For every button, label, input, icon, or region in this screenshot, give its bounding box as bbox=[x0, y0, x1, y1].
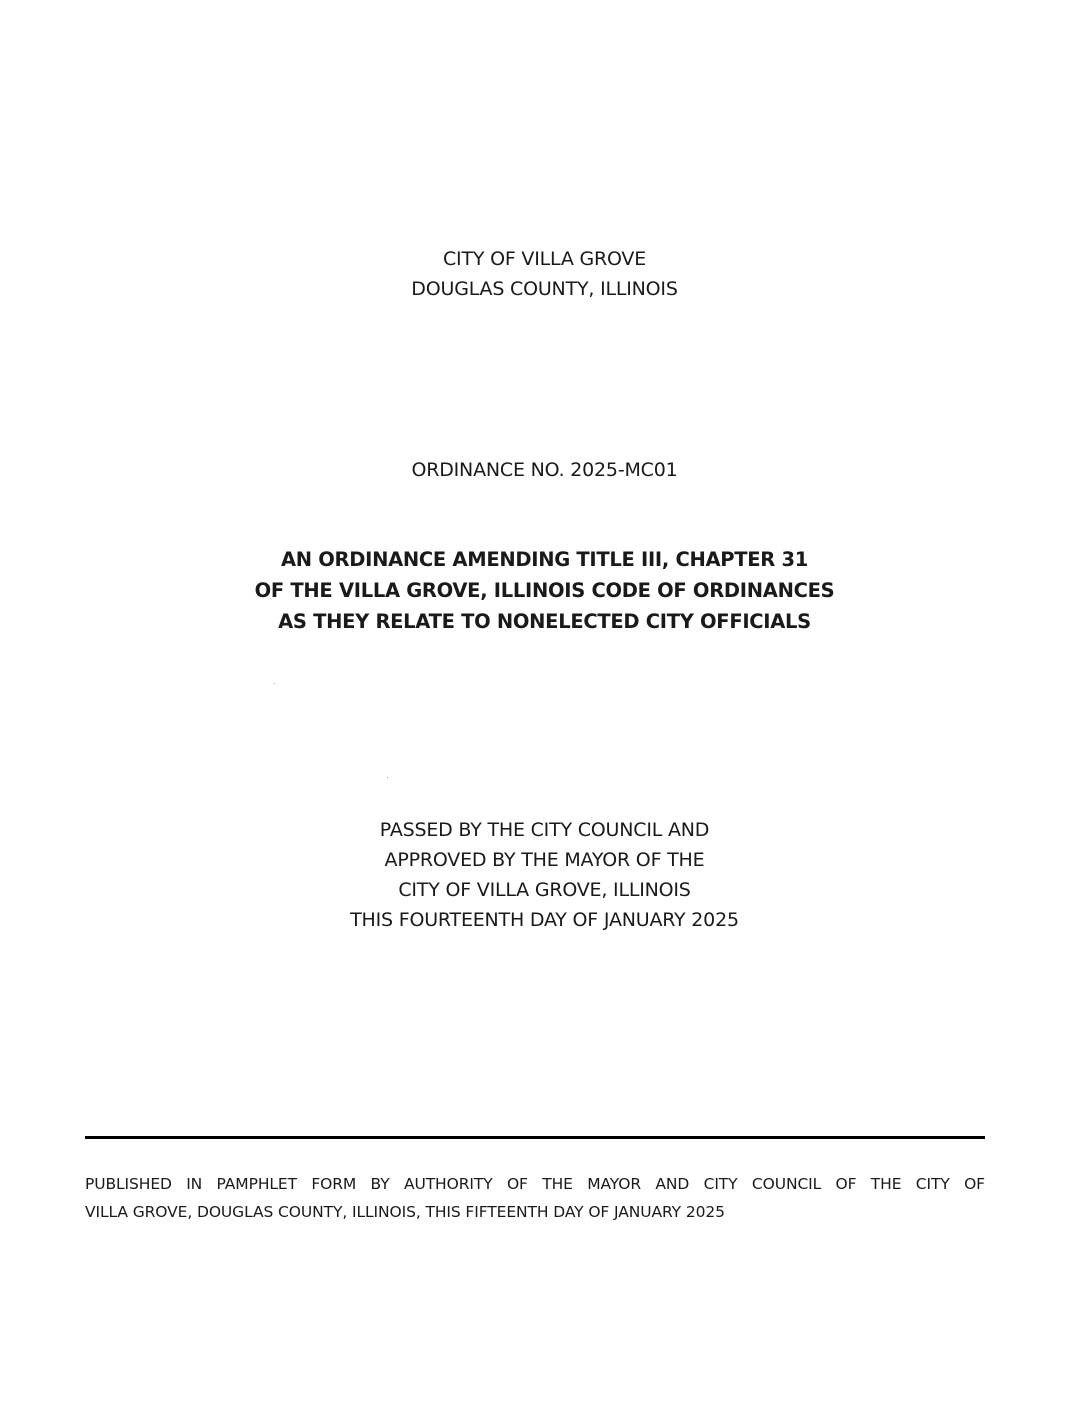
header-block bbox=[0, 244, 1089, 304]
publication-line-2: VILLA GROVE, DOUGLAS COUNTY, ILLINOIS, THIS FIFTEENTH DAY OF JANUARY 2025 bbox=[85, 1203, 725, 1221]
horizontal-rule bbox=[85, 1136, 985, 1139]
passed-line-2: APPROVED BY THE MAYOR OF THE bbox=[384, 849, 705, 871]
ordinance-number: ORDINANCE NO. 2025-MC01 bbox=[411, 459, 678, 481]
ordinance-number-block bbox=[0, 455, 1089, 485]
city-name: CITY OF VILLA GROVE bbox=[442, 248, 647, 270]
passed-line-1: PASSED BY THE CITY COUNCIL AND bbox=[379, 819, 710, 841]
title-line-2: OF THE VILLA GROVE, ILLINOIS CODE OF ORDINANCES bbox=[254, 579, 835, 602]
scan-speck bbox=[387, 777, 388, 778]
ordinance-title bbox=[0, 544, 1089, 637]
title-line-1: AN ORDINANCE AMENDING TITLE III, CHAPTER 31 bbox=[280, 548, 809, 571]
passed-approved-block bbox=[0, 815, 1089, 935]
publication-notice bbox=[85, 1170, 985, 1226]
scan-speck bbox=[274, 683, 275, 684]
title-line-3: AS THEY RELATE TO NONELECTED CITY OFFICIALS bbox=[278, 610, 811, 633]
passed-line-4: THIS FOURTEENTH DAY OF JANUARY 2025 bbox=[350, 909, 739, 931]
passed-line-3: CITY OF VILLA GROVE, ILLINOIS bbox=[398, 879, 691, 901]
county-state: DOUGLAS COUNTY, ILLINOIS bbox=[411, 278, 678, 300]
publication-line-1: PUBLISHED IN PAMPHLET FORM BY AUTHORITY OF THE MAYOR AND CITY COUNCIL OF THE CITY OF bbox=[85, 1175, 985, 1193]
